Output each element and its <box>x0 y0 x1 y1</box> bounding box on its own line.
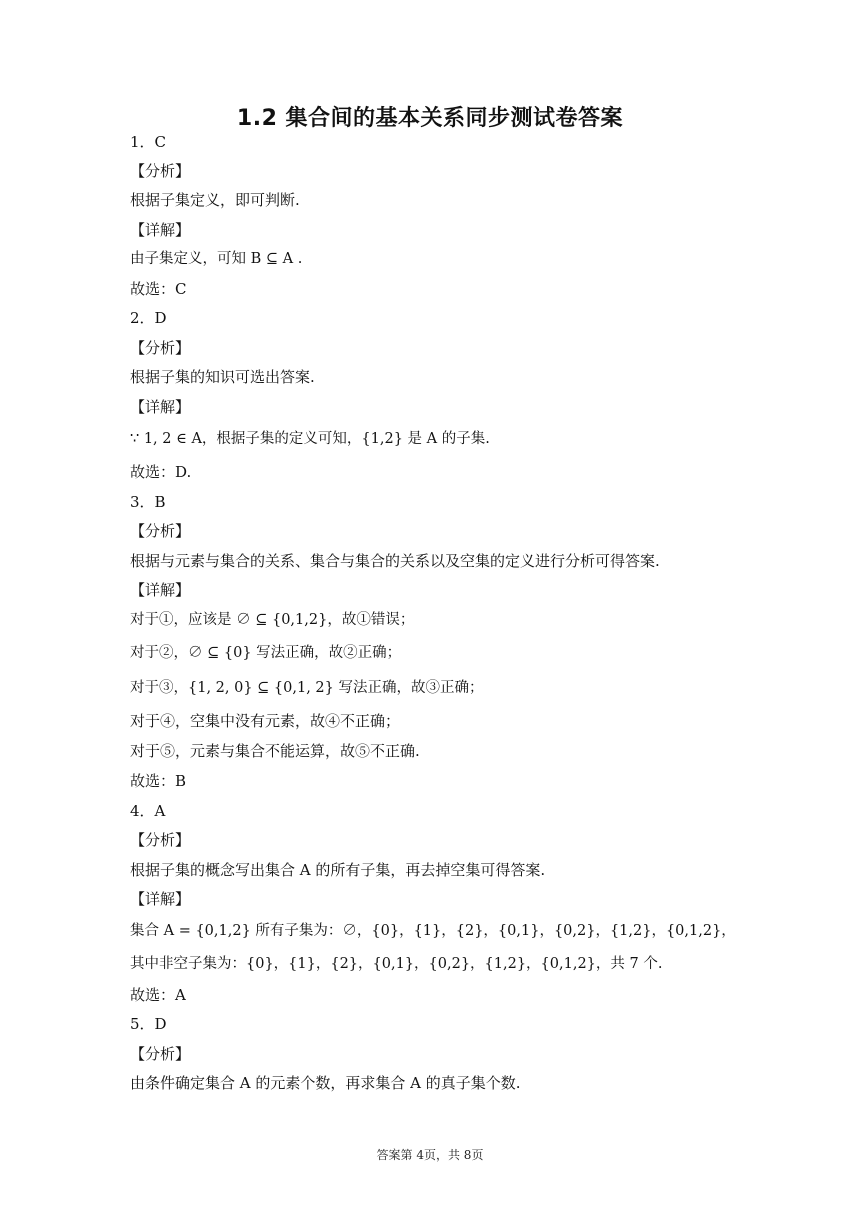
page-footer: 答案第 4页，共 8页 <box>376 1148 484 1162</box>
choice-line: 故选：A <box>130 986 186 1004</box>
detail-heading: 【详解】 <box>130 398 191 416</box>
analysis-heading: 【分析】 <box>130 1045 191 1063</box>
analysis-heading: 【分析】 <box>130 831 191 849</box>
detail-text: 对于①，应该是 ∅ ⊆ {0,1,2}，故①错误； <box>130 612 415 628</box>
answer-number-1: 1．C <box>130 133 167 151</box>
analysis-text: 根据子集定义，即可判断. <box>130 191 300 209</box>
detail-text: 由子集定义，可知 B ⊆ A . <box>130 251 303 267</box>
analysis-text: 由条件确定集合 A 的元素个数，再求集合 A 的真子集个数. <box>130 1074 521 1092</box>
analysis-heading: 【分析】 <box>130 162 191 180</box>
analysis-heading: 【分析】 <box>130 522 191 540</box>
analysis-heading: 【分析】 <box>130 339 191 357</box>
analysis-text: 根据子集的知识可选出答案. <box>130 368 315 386</box>
detail-heading: 【详解】 <box>130 890 191 908</box>
analysis-text: 根据与元素与集合的关系、集合与集合的关系以及空集的定义进行分析可得答案. <box>130 552 660 570</box>
detail-text: 对于②，∅ ⊆ {0} 写法正确，故②正确； <box>130 645 402 661</box>
detail-text: 集合 A = {0,1,2} 所有子集为：∅，{0}，{1}，{2}，{0,1}，{0,2}，{1,2}，{0,1,2}， <box>130 923 736 939</box>
choice-line: 故选：B <box>130 772 187 790</box>
choice-line: 故选：D. <box>130 463 192 481</box>
answer-number-4: 4．A <box>130 802 166 820</box>
detail-heading: 【详解】 <box>130 581 191 599</box>
detail-text: ∵ 1, 2 ∈ A，根据子集的定义可知，{1,2} 是 A 的子集. <box>130 431 490 447</box>
answer-number-5: 5．D <box>130 1015 167 1033</box>
analysis-text: 根据子集的概念写出集合 A 的所有子集，再去掉空集可得答案. <box>130 861 546 879</box>
choice-line: 故选：C <box>130 280 187 298</box>
detail-text: 对于④，空集中没有元素，故④不正确； <box>130 712 401 730</box>
detail-text: 其中非空子集为：{0}，{1}，{2}，{0,1}，{0,2}，{1,2}，{0,1,2}，共 7 个. <box>130 956 663 972</box>
answer-number-2: 2．D <box>130 309 167 327</box>
answer-number-3: 3．B <box>130 493 166 511</box>
page-title: 1.2 集合间的基本关系同步测试卷答案 <box>236 106 624 131</box>
detail-heading: 【详解】 <box>130 221 191 239</box>
detail-text: 对于③，{1, 2, 0} ⊆ {0,1, 2} 写法正确，故③正确； <box>130 680 484 696</box>
detail-text: 对于⑤，元素与集合不能运算，故⑤不正确. <box>130 742 420 760</box>
